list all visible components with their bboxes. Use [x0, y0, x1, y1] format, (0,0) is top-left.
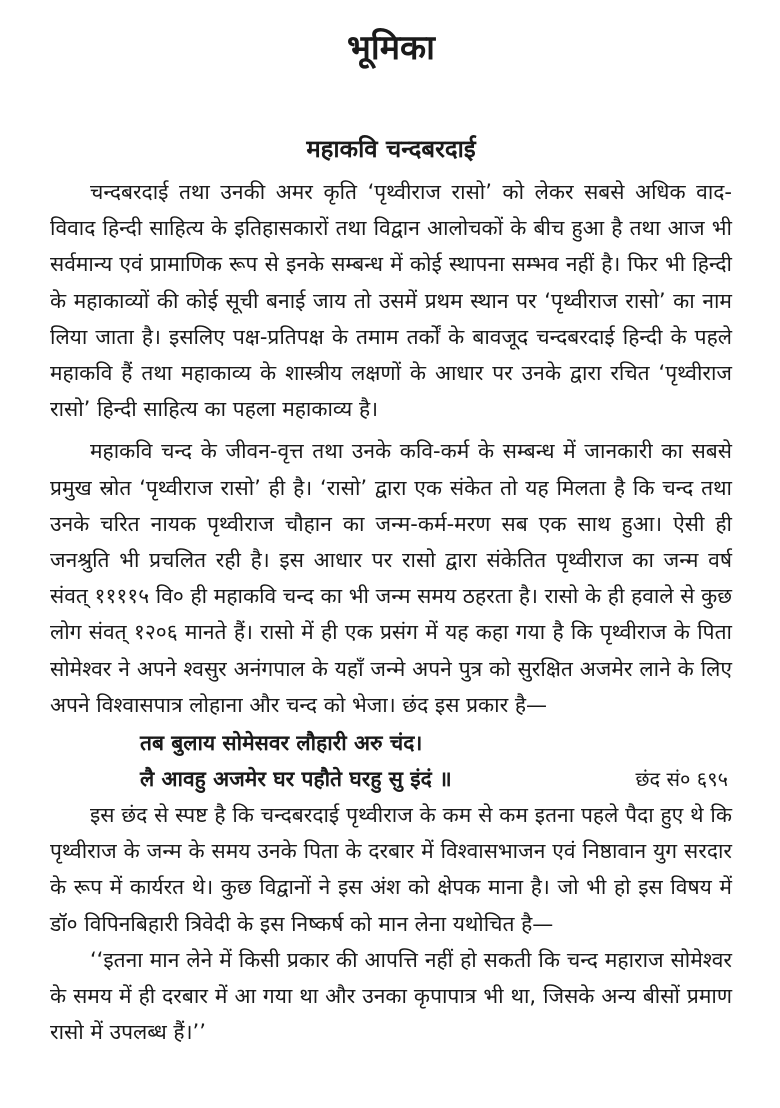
paragraph-2: महाकवि चन्द के जीवन-वृत्त तथा उनके कवि-कर्म के सम्बन्ध में जानकारी का सबसे प्रमुख स्रोत ‘पृथ्वीराज रासो’ ही है। ‘रासो’ द्वारा एक संकेत तो यह मिलता है कि चन्द तथा उनके चरित नायक पृथ्वीराज चौहान का जन्म-कर्म-मरण सब एक साथ हुआ। ऐसी ही जनश्रुति भी प्रचलित रही है। इस आधार पर रासो द्वारा संकेतित पृथ्वीराज का जन्म वर्ष संवत् ११११५ वि० ही महाकवि चन्द का भी जन्म समय ठहरता है। रासो के ही हवाले से कुछ लोग संवत् १२०६ मानते हैं। रासो में ही एक प्रसंग में यह कहा गया है कि पृथ्वीराज के पिता सोमेश्वर ने अपने श्वसुर अनंगपाल के यहाँ जन्मे अपने पुत्र को सुरक्षित अजमेर लाने के लिए अपने विश्वासपात्र लोहाना और चन्द को भेजा। छंद इस प्रकार है— — [50, 439, 732, 717]
quotation: ‘‘इतना मान लेने में किसी प्रकार की आपत्ति नहीं हो सकती कि चन्द महाराज सोमेश्वर के समय में ही दरबार में आ गया था और उनका कृपापात्र भी था, जिसके अन्य बीसों प्रमाण रासो में उपलब्ध हैं।’’ — [50, 947, 732, 1045]
paragraph-1: चन्दबरदाई तथा उनकी अमर कृति ‘पृथ्वीराज रासो’ को लेकर सबसे अधिक वाद-विवाद हिन्दी साहित्य के इतिहासकारों तथा विद्वान आलोचकों के बीच हुआ है तथा आज भी सर्वमान्य एवं प्रामाणिक रूप से इनके सम्बन्ध में कोई स्थापना सम्भव नहीं है। फिर भी हिन्दी के महाकाव्यों की कोई सूची बनाई जाय तो उसमें प्रथम स्थान पर ‘पृथ्वीराज रासो’ का नाम लिया जाता है। इसलिए पक्ष-प्रतिपक्ष के तमाम तर्कों के बावजूद चन्दबरदाई हिन्दी के पहले महाकवि हैं तथा महाकाव्य के शास्त्रीय लक्षणों के आधार पर उनके द्वारा रचित ‘पृथ्वीराज रासो’ हिन्दी साहित्य का पहला महाकाव्य है। — [50, 180, 732, 422]
page-title: भूमिका — [347, 28, 435, 68]
verse-line-1: तब बुलाय सोमेसवर लौहारी अरु चंद। — [140, 731, 423, 756]
verse-reference: छंद सं० ६९५ — [635, 767, 728, 792]
paragraph-3: इस छंद से स्पष्ट है कि चन्दबरदाई पृथ्वीराज के कम से कम इतना पहले पैदा हुए थे कि पृथ्वीराज के जन्म के समय उनके पिता के दरबार में विश्वासभाजन एवं निष्ठावान युग सरदार के रूप में कार्यरत थे। कुछ विद्वानों ने इस अंश को क्षेपक माना है। जो भी हो इस विषय में डॉ० विपिनबिहारी त्रिवेदी के इस निष्कर्ष को मान लेना यथोचित है— — [50, 803, 732, 936]
verse-line-2: लै आवहु अजमेर घर पहौते घरहु सु इंदं ॥ — [140, 767, 452, 792]
verse-block — [50, 725, 732, 797]
verse-line-2-row — [50, 761, 732, 797]
section-heading: महाकवि चन्दबरदाई — [306, 135, 476, 163]
